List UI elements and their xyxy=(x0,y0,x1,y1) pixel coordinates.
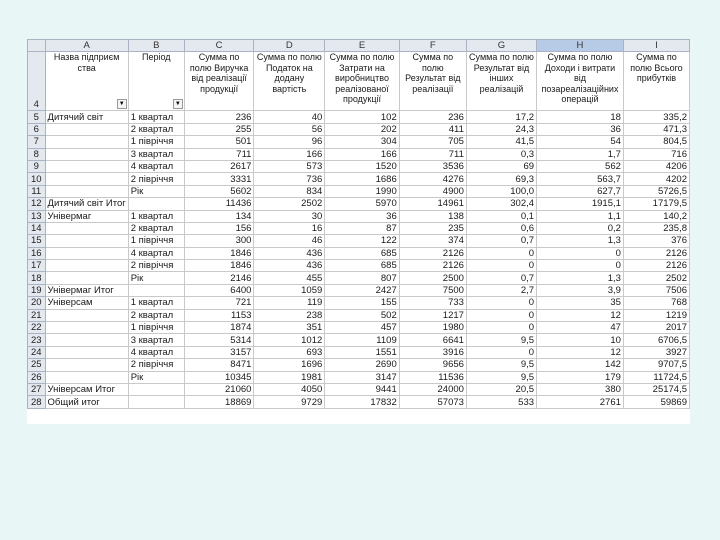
cell-h[interactable]: 563,7 xyxy=(537,173,624,185)
cell-f[interactable]: 9656 xyxy=(399,359,466,371)
cell-b[interactable]: 1 півріччя xyxy=(128,136,184,148)
row-header[interactable]: 22 xyxy=(28,322,46,334)
table-row xyxy=(28,222,690,234)
cell-i[interactable]: 5726,5 xyxy=(623,185,689,197)
cell-d[interactable]: 455 xyxy=(254,272,325,284)
spreadsheet xyxy=(27,39,690,424)
cell-d[interactable]: 1981 xyxy=(254,371,325,383)
table-row xyxy=(28,297,690,309)
cell-f[interactable]: 2126 xyxy=(399,247,466,259)
cell-f[interactable]: 24000 xyxy=(399,383,466,395)
cell-c[interactable]: 21060 xyxy=(184,383,254,395)
cell-i[interactable]: 471,3 xyxy=(623,123,689,135)
cell-f[interactable]: 235 xyxy=(399,222,466,234)
header-sales-result[interactable]: Сумма по полю Результат від реалізації xyxy=(399,52,466,111)
cell-g[interactable]: 69,3 xyxy=(466,173,536,185)
cell-d[interactable]: 351 xyxy=(254,322,325,334)
cell-b[interactable]: 2 півріччя xyxy=(128,173,184,185)
table-row xyxy=(28,272,690,284)
table-row xyxy=(28,383,690,395)
table-row xyxy=(28,123,690,135)
cell-e[interactable]: 87 xyxy=(325,222,399,234)
cell-g[interactable]: 0,7 xyxy=(466,272,536,284)
cell-a[interactable] xyxy=(45,272,128,284)
row-header[interactable]: 9 xyxy=(28,160,46,172)
column-header-h[interactable]: H xyxy=(537,40,624,52)
cell-a[interactable] xyxy=(45,260,128,272)
cell-f[interactable]: 57073 xyxy=(399,396,466,408)
cell-e[interactable]: 36 xyxy=(325,210,399,222)
column-header-c[interactable]: C xyxy=(184,40,254,52)
header-other-result[interactable]: Сумма по полю Результат від інших реалізацій xyxy=(466,52,536,111)
cell-b[interactable]: 1 півріччя xyxy=(128,235,184,247)
cell-b[interactable]: 2 півріччя xyxy=(128,260,184,272)
header-total-profit[interactable]: Сумма по полю Всього прибутків xyxy=(623,52,689,111)
row-header[interactable]: 4 xyxy=(28,52,46,111)
table-row xyxy=(28,136,690,148)
cell-b[interactable] xyxy=(128,198,184,210)
table-row xyxy=(28,148,690,160)
row-header[interactable]: 16 xyxy=(28,247,46,259)
header-company-name[interactable] xyxy=(45,52,128,111)
cell-g[interactable]: 2,7 xyxy=(466,284,536,296)
cell-f[interactable]: 733 xyxy=(399,297,466,309)
cell-d[interactable]: 736 xyxy=(254,173,325,185)
cell-a[interactable] xyxy=(45,334,128,346)
table-row xyxy=(28,173,690,185)
header-period[interactable] xyxy=(128,52,184,111)
cell-b[interactable]: Рік xyxy=(128,185,184,197)
cell-f[interactable]: 11536 xyxy=(399,371,466,383)
cell-i[interactable]: 4202 xyxy=(623,173,689,185)
cell-b[interactable]: 1 півріччя xyxy=(128,322,184,334)
cell-f[interactable]: 411 xyxy=(399,123,466,135)
cell-f[interactable]: 4276 xyxy=(399,173,466,185)
column-header-e[interactable]: E xyxy=(325,40,399,52)
cell-f[interactable]: 4900 xyxy=(399,185,466,197)
cell-f[interactable]: 711 xyxy=(399,148,466,160)
cell-e[interactable]: 202 xyxy=(325,123,399,135)
cell-g[interactable]: 302,4 xyxy=(466,198,536,210)
cell-a[interactable] xyxy=(45,173,128,185)
cell-h[interactable]: 36 xyxy=(537,123,624,135)
cell-i[interactable]: 7506 xyxy=(623,284,689,296)
cell-h[interactable]: 2761 xyxy=(537,396,624,408)
cell-f[interactable]: 7500 xyxy=(399,284,466,296)
column-header-g[interactable]: G xyxy=(466,40,536,52)
cell-g[interactable]: 9,5 xyxy=(466,371,536,383)
cell-a[interactable] xyxy=(45,235,128,247)
cell-c[interactable]: 721 xyxy=(184,297,254,309)
cell-c[interactable]: 10345 xyxy=(184,371,254,383)
cell-a[interactable] xyxy=(45,359,128,371)
cell-h[interactable]: 0,2 xyxy=(537,222,624,234)
cell-e[interactable]: 1686 xyxy=(325,173,399,185)
cell-g[interactable]: 17,2 xyxy=(466,111,536,123)
cell-a[interactable]: Дитячий світ Итог xyxy=(45,198,128,210)
cell-a[interactable] xyxy=(45,160,128,172)
cell-e[interactable]: 122 xyxy=(325,235,399,247)
cell-h[interactable]: 12 xyxy=(537,309,624,321)
cell-e[interactable]: 1551 xyxy=(325,346,399,358)
cell-i[interactable]: 376 xyxy=(623,235,689,247)
table-row xyxy=(28,334,690,346)
cell-h[interactable]: 18 xyxy=(537,111,624,123)
cell-a[interactable] xyxy=(45,123,128,135)
row-header[interactable]: 19 xyxy=(28,284,46,296)
header-label: Період xyxy=(141,52,171,63)
cell-c[interactable]: 711 xyxy=(184,148,254,160)
cell-g[interactable]: 0,1 xyxy=(466,210,536,222)
cell-c[interactable]: 3157 xyxy=(184,346,254,358)
table-row xyxy=(28,359,690,371)
cell-g[interactable]: 100,0 xyxy=(466,185,536,197)
row-header[interactable]: 21 xyxy=(28,309,46,321)
cell-b[interactable]: 3 квартал xyxy=(128,334,184,346)
cell-a[interactable] xyxy=(45,322,128,334)
cell-c[interactable]: 156 xyxy=(184,222,254,234)
cell-d[interactable]: 166 xyxy=(254,148,325,160)
cell-b[interactable]: 4 квартал xyxy=(128,247,184,259)
cell-d[interactable]: 46 xyxy=(254,235,325,247)
cell-a[interactable]: Універсам xyxy=(45,297,128,309)
cell-g[interactable]: 69 xyxy=(466,160,536,172)
cell-g[interactable]: 20,5 xyxy=(466,383,536,395)
column-header-a[interactable]: A xyxy=(45,40,128,52)
row-header[interactable]: 11 xyxy=(28,185,46,197)
cell-d[interactable]: 4050 xyxy=(254,383,325,395)
header-costs[interactable]: Сумма по полю Затрати на виробництво реалізованої продукції xyxy=(325,52,399,111)
cell-e[interactable]: 1990 xyxy=(325,185,399,197)
cell-d[interactable]: 436 xyxy=(254,260,325,272)
cell-f[interactable]: 705 xyxy=(399,136,466,148)
cell-h[interactable]: 12 xyxy=(537,346,624,358)
cell-f[interactable]: 6641 xyxy=(399,334,466,346)
column-header-f[interactable]: F xyxy=(399,40,466,52)
cell-b[interactable]: Рік xyxy=(128,371,184,383)
cell-i[interactable]: 2502 xyxy=(623,272,689,284)
cell-c[interactable]: 5314 xyxy=(184,334,254,346)
cell-g[interactable]: 41,5 xyxy=(466,136,536,148)
cell-c[interactable]: 1874 xyxy=(184,322,254,334)
cell-i[interactable]: 11724,5 xyxy=(623,371,689,383)
column-header-i[interactable]: I xyxy=(623,40,689,52)
cell-e[interactable]: 1109 xyxy=(325,334,399,346)
cell-h[interactable]: 562 xyxy=(537,160,624,172)
cell-g[interactable]: 0 xyxy=(466,309,536,321)
cell-h[interactable]: 0 xyxy=(537,260,624,272)
cell-e[interactable]: 9441 xyxy=(325,383,399,395)
cell-g[interactable]: 533 xyxy=(466,396,536,408)
cell-f[interactable]: 1217 xyxy=(399,309,466,321)
row-header[interactable]: 8 xyxy=(28,148,46,160)
cell-i[interactable]: 4206 xyxy=(623,160,689,172)
cell-d[interactable]: 40 xyxy=(254,111,325,123)
table-row xyxy=(28,235,690,247)
cell-d[interactable]: 1012 xyxy=(254,334,325,346)
header-vat[interactable]: Сумма по полю Податок на додану вартість xyxy=(254,52,325,111)
cell-b[interactable]: 2 квартал xyxy=(128,123,184,135)
cell-c[interactable]: 5602 xyxy=(184,185,254,197)
cell-c[interactable]: 501 xyxy=(184,136,254,148)
cell-e[interactable]: 2690 xyxy=(325,359,399,371)
cell-h[interactable]: 380 xyxy=(537,383,624,395)
select-all-corner[interactable] xyxy=(28,40,46,52)
row-header[interactable]: 5 xyxy=(28,111,46,123)
table-row xyxy=(28,346,690,358)
cell-b[interactable] xyxy=(128,383,184,395)
cell-b[interactable] xyxy=(128,396,184,408)
cell-e[interactable]: 166 xyxy=(325,148,399,160)
cell-a[interactable] xyxy=(45,222,128,234)
column-header-row xyxy=(28,40,690,52)
table-row xyxy=(28,309,690,321)
table-row xyxy=(28,185,690,197)
cell-i[interactable]: 2017 xyxy=(623,322,689,334)
row-header[interactable]: 24 xyxy=(28,346,46,358)
cell-g[interactable]: 0 xyxy=(466,260,536,272)
cell-i[interactable]: 2126 xyxy=(623,260,689,272)
cell-a[interactable] xyxy=(45,346,128,358)
cell-i[interactable]: 6706,5 xyxy=(623,334,689,346)
cell-d[interactable]: 96 xyxy=(254,136,325,148)
table-row xyxy=(28,111,690,123)
cell-f[interactable]: 1980 xyxy=(399,322,466,334)
cell-f[interactable]: 138 xyxy=(399,210,466,222)
cell-h[interactable]: 0 xyxy=(537,247,624,259)
cell-c[interactable]: 134 xyxy=(184,210,254,222)
table-row xyxy=(28,396,690,408)
cell-e[interactable]: 457 xyxy=(325,322,399,334)
cell-a[interactable] xyxy=(45,309,128,321)
row-header[interactable]: 25 xyxy=(28,359,46,371)
cell-e[interactable]: 502 xyxy=(325,309,399,321)
pivot-table xyxy=(27,39,690,409)
cell-a[interactable]: Універмаг xyxy=(45,210,128,222)
table-row xyxy=(28,160,690,172)
cell-e[interactable]: 807 xyxy=(325,272,399,284)
cell-c[interactable]: 3331 xyxy=(184,173,254,185)
cell-a[interactable]: Дитячий світ xyxy=(45,111,128,123)
header-label: Назва підприєм ства xyxy=(53,52,120,73)
cell-b[interactable]: 2 квартал xyxy=(128,222,184,234)
cell-f[interactable]: 374 xyxy=(399,235,466,247)
cell-d[interactable]: 436 xyxy=(254,247,325,259)
cell-a[interactable]: Общий итог xyxy=(45,396,128,408)
cell-g[interactable]: 0 xyxy=(466,322,536,334)
cell-c[interactable]: 1153 xyxy=(184,309,254,321)
cell-d[interactable]: 834 xyxy=(254,185,325,197)
cell-b[interactable]: Рік xyxy=(128,272,184,284)
header-nonoperating[interactable]: Сумма по полю Доходи і витрати від позареалізаційних операцій xyxy=(537,52,624,111)
row-header[interactable]: 14 xyxy=(28,222,46,234)
cell-h[interactable]: 3,9 xyxy=(537,284,624,296)
cell-h[interactable]: 1,1 xyxy=(537,210,624,222)
cell-i[interactable]: 3927 xyxy=(623,346,689,358)
cell-h[interactable]: 627,7 xyxy=(537,185,624,197)
cell-f[interactable]: 2126 xyxy=(399,260,466,272)
cell-h[interactable]: 35 xyxy=(537,297,624,309)
row-header[interactable]: 12 xyxy=(28,198,46,210)
cell-g[interactable]: 9,5 xyxy=(466,359,536,371)
cell-c[interactable]: 11436 xyxy=(184,198,254,210)
row-header[interactable]: 13 xyxy=(28,210,46,222)
cell-b[interactable]: 4 квартал xyxy=(128,160,184,172)
cell-h[interactable]: 54 xyxy=(537,136,624,148)
cell-e[interactable]: 685 xyxy=(325,260,399,272)
cell-i[interactable]: 804,5 xyxy=(623,136,689,148)
cell-e[interactable]: 5970 xyxy=(325,198,399,210)
cell-h[interactable]: 179 xyxy=(537,371,624,383)
cell-c[interactable]: 300 xyxy=(184,235,254,247)
cell-i[interactable]: 335,2 xyxy=(623,111,689,123)
cell-g[interactable]: 0 xyxy=(466,346,536,358)
table-row xyxy=(28,247,690,259)
cell-b[interactable]: 2 квартал xyxy=(128,309,184,321)
column-header-b[interactable]: B xyxy=(128,40,184,52)
cell-e[interactable]: 1520 xyxy=(325,160,399,172)
cell-e[interactable]: 102 xyxy=(325,111,399,123)
row-header[interactable]: 17 xyxy=(28,260,46,272)
row-header[interactable]: 10 xyxy=(28,173,46,185)
row-header[interactable]: 15 xyxy=(28,235,46,247)
cell-b[interactable]: 1 квартал xyxy=(128,210,184,222)
cell-d[interactable]: 2502 xyxy=(254,198,325,210)
filter-dropdown-icon[interactable]: ▼ xyxy=(173,99,183,109)
cell-c[interactable]: 8471 xyxy=(184,359,254,371)
cell-c[interactable]: 1846 xyxy=(184,260,254,272)
cell-i[interactable]: 716 xyxy=(623,148,689,160)
cell-b[interactable] xyxy=(128,284,184,296)
cell-c[interactable]: 2146 xyxy=(184,272,254,284)
cell-i[interactable]: 59869 xyxy=(623,396,689,408)
cell-e[interactable]: 685 xyxy=(325,247,399,259)
cell-e[interactable]: 304 xyxy=(325,136,399,148)
cell-f[interactable]: 2500 xyxy=(399,272,466,284)
cell-g[interactable]: 0,3 xyxy=(466,148,536,160)
cell-g[interactable]: 0 xyxy=(466,297,536,309)
table-row xyxy=(28,260,690,272)
cell-i[interactable]: 2126 xyxy=(623,247,689,259)
cell-a[interactable]: Універмаг Итог xyxy=(45,284,128,296)
cell-h[interactable]: 47 xyxy=(537,322,624,334)
cell-c[interactable]: 18869 xyxy=(184,396,254,408)
row-header[interactable]: 6 xyxy=(28,123,46,135)
cell-i[interactable]: 17179,5 xyxy=(623,198,689,210)
cell-a[interactable] xyxy=(45,185,128,197)
cell-d[interactable]: 238 xyxy=(254,309,325,321)
cell-f[interactable]: 3916 xyxy=(399,346,466,358)
cell-d[interactable]: 56 xyxy=(254,123,325,135)
cell-g[interactable]: 0,6 xyxy=(466,222,536,234)
cell-i[interactable]: 25174,5 xyxy=(623,383,689,395)
cell-f[interactable]: 3536 xyxy=(399,160,466,172)
cell-g[interactable]: 9,5 xyxy=(466,334,536,346)
cell-f[interactable]: 236 xyxy=(399,111,466,123)
cell-c[interactable]: 6400 xyxy=(184,284,254,296)
cell-b[interactable]: 1 квартал xyxy=(128,297,184,309)
cell-a[interactable] xyxy=(45,148,128,160)
cell-h[interactable]: 142 xyxy=(537,359,624,371)
cell-e[interactable]: 2427 xyxy=(325,284,399,296)
cell-g[interactable]: 0,7 xyxy=(466,235,536,247)
row-header[interactable]: 18 xyxy=(28,272,46,284)
cell-a[interactable] xyxy=(45,247,128,259)
cell-i[interactable]: 140,2 xyxy=(623,210,689,222)
cell-d[interactable]: 573 xyxy=(254,160,325,172)
cell-c[interactable]: 2617 xyxy=(184,160,254,172)
table-row xyxy=(28,284,690,296)
cell-a[interactable] xyxy=(45,371,128,383)
cell-b[interactable]: 1 квартал xyxy=(128,111,184,123)
cell-b[interactable]: 2 півріччя xyxy=(128,359,184,371)
cell-i[interactable]: 768 xyxy=(623,297,689,309)
table-row xyxy=(28,210,690,222)
column-header-d[interactable]: D xyxy=(254,40,325,52)
cell-d[interactable]: 119 xyxy=(254,297,325,309)
cell-c[interactable]: 1846 xyxy=(184,247,254,259)
cell-c[interactable]: 255 xyxy=(184,123,254,135)
cell-a[interactable]: Універсам Итог xyxy=(45,383,128,395)
cell-h[interactable]: 1,3 xyxy=(537,235,624,247)
row-header[interactable]: 23 xyxy=(28,334,46,346)
cell-h[interactable]: 1915,1 xyxy=(537,198,624,210)
row-header[interactable]: 27 xyxy=(28,383,46,395)
table-row xyxy=(28,198,690,210)
cell-f[interactable]: 14961 xyxy=(399,198,466,210)
cell-d[interactable]: 693 xyxy=(254,346,325,358)
row-header[interactable]: 28 xyxy=(28,396,46,408)
row-header[interactable]: 26 xyxy=(28,371,46,383)
cell-e[interactable]: 3147 xyxy=(325,371,399,383)
cell-a[interactable] xyxy=(45,136,128,148)
cell-e[interactable]: 17832 xyxy=(325,396,399,408)
cell-d[interactable]: 30 xyxy=(254,210,325,222)
cell-i[interactable]: 235,8 xyxy=(623,222,689,234)
cell-h[interactable]: 1,3 xyxy=(537,272,624,284)
cell-i[interactable]: 1219 xyxy=(623,309,689,321)
filter-dropdown-icon[interactable]: ▼ xyxy=(117,99,127,109)
table-row xyxy=(28,371,690,383)
cell-b[interactable]: 4 квартал xyxy=(128,346,184,358)
cell-h[interactable]: 1,7 xyxy=(537,148,624,160)
pivot-header-row xyxy=(28,52,690,111)
cell-h[interactable]: 10 xyxy=(537,334,624,346)
cell-e[interactable]: 155 xyxy=(325,297,399,309)
row-header[interactable]: 20 xyxy=(28,297,46,309)
cell-c[interactable]: 236 xyxy=(184,111,254,123)
cell-i[interactable]: 9707,5 xyxy=(623,359,689,371)
cell-b[interactable]: 3 квартал xyxy=(128,148,184,160)
cell-d[interactable]: 9729 xyxy=(254,396,325,408)
cell-d[interactable]: 1696 xyxy=(254,359,325,371)
cell-g[interactable]: 24,3 xyxy=(466,123,536,135)
table-row xyxy=(28,322,690,334)
cell-d[interactable]: 1059 xyxy=(254,284,325,296)
cell-g[interactable]: 0 xyxy=(466,247,536,259)
row-header[interactable]: 7 xyxy=(28,136,46,148)
cell-d[interactable]: 16 xyxy=(254,222,325,234)
header-revenue[interactable]: Сумма по полю Виручка від реалізації продукції xyxy=(184,52,254,111)
